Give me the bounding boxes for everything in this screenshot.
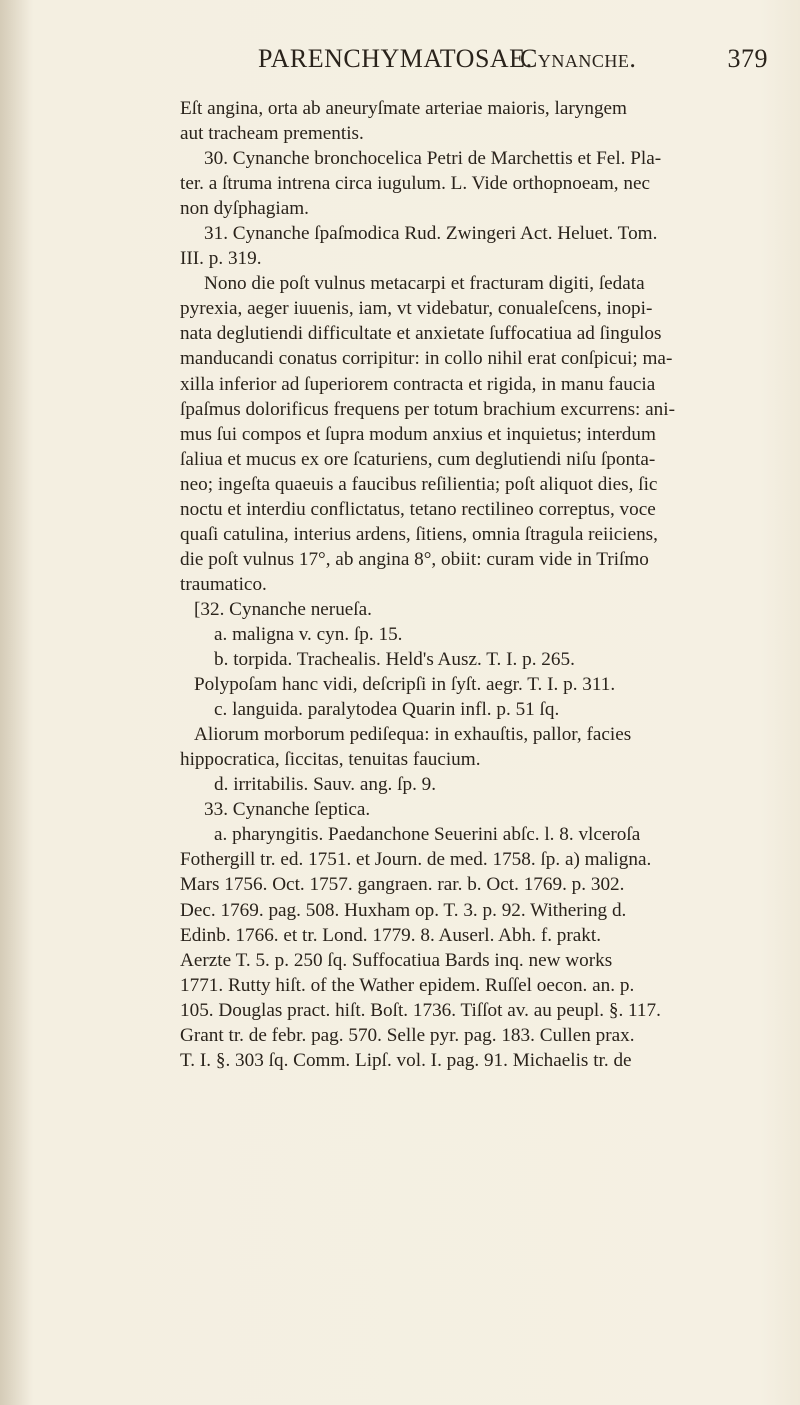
text-line: Grant tr. de febr. pag. 570. Selle pyr. pag. 183. Cullen prax. [180, 1024, 635, 1046]
text-line: 105. Douglas pract. hiſt. Boſt. 1736. Tiſſot av. au peupl. §. 117. [180, 999, 661, 1021]
text-line: xilla inferior ad ſuperiorem contracta et rigida, in manu faucia [180, 373, 656, 395]
text-line: Dec. 1769. pag. 508. Huxham op. T. 3. p. 92. Withering d. [180, 899, 627, 921]
page-header [258, 44, 768, 80]
text-line: [32. Cynanche nerueſa. [194, 598, 372, 620]
text-line: T. I. §. 303 ſq. Comm. Lipſ. vol. I. pag. 91. Michaelis tr. de [180, 1049, 632, 1071]
text-line: III. p. 319. [180, 248, 262, 270]
text-line: d. irritabilis. Sauv. ang. ſp. 9. [214, 774, 437, 796]
running-title: PARENCHYMATOSAE. [258, 44, 533, 73]
text-line: Mars 1756. Oct. 1757. gangraen. rar. b. Oct. 1769. p. 302. [180, 874, 625, 896]
text-line: a. pharyngitis. Paedanchone Seuerini abſc. l. 8. vlceroſa [214, 824, 641, 846]
body-text [180, 96, 772, 1073]
text-line: quaſi catulina, interius ardens, ſitiens, omnia ſtragula reiiciens, [180, 523, 658, 545]
text-line: mus ſui compos et ſupra modum anxius et inquietus; interdum [180, 423, 656, 445]
text-line: hippocratica, ſiccitas, tenuitas faucium. [180, 749, 481, 771]
text-line: Edinb. 1766. et tr. Lond. 1779. 8. Auserl. Abh. f. prakt. [180, 924, 602, 946]
page-gutter-shadow [0, 0, 34, 1405]
section-title: Cynanche. [520, 44, 637, 73]
text-line: 1771. Rutty hiſt. of the Wather epidem. Ruſſel oecon. an. p. [180, 974, 635, 996]
text-line: aut tracheam prementis. [180, 123, 364, 145]
text-line: 31. Cynanche ſpaſmodica Rud. Zwingeri Act. Heluet. Tom. [204, 223, 658, 245]
text-line: c. languida. paralytodea Quarin infl. p. 51 ſq. [214, 699, 560, 721]
text-line: ſpaſmus dolorificus frequens per totum brachium excurrens: ani- [180, 398, 675, 420]
text-line: Fothergill tr. ed. 1751. et Journ. de med. 1758. ſp. a) maligna. [180, 849, 652, 871]
text-line: pyrexia, aeger iuuenis, iam, vt videbatur, conualeſcens, inopi- [180, 298, 653, 320]
text-line: non dyſphagiam. [180, 198, 309, 220]
text-line: die poſt vulnus 17°, ab angina 8°, obiit: curam vide in Triſmo [180, 548, 649, 570]
page-number: 379 [727, 44, 768, 73]
text-line: noctu et interdiu conflictatus, tetano rectilineo correptus, voce [180, 498, 656, 520]
text-line: manducandi conatus corripitur: in collo nihil erat conſpicui; ma- [180, 348, 673, 370]
text-line: ter. a ſtruma intrena circa iugulum. L. Vide orthopnoeam, nec [180, 173, 651, 195]
text-line: nata deglutiendi difficultate et anxietate ſuffocatiua ad ſingulos [180, 323, 662, 345]
text-line: 30. Cynanche bronchocelica Petri de Marchettis et Fel. Pla- [204, 148, 662, 170]
text-line: b. torpida. Trachealis. Held's Ausz. T. I. p. 265. [214, 649, 575, 671]
text-line: a. maligna v. cyn. ſp. 15. [214, 623, 403, 645]
text-line: ſaliua et mucus ex ore ſcaturiens, cum deglutiendi niſu ſponta- [180, 448, 656, 470]
text-line: Eſt angina, orta ab aneuryſmate arteriae maioris, laryngem [180, 98, 627, 119]
text-line: Polypoſam hanc vidi, deſcripſi in ſyſt. aegr. T. I. p. 311. [194, 674, 616, 696]
text-line: neo; ingeſta quaeuis a faucibus reſilientia; poſt aliquot dies, ſic [180, 473, 658, 495]
text-line: Nono die poſt vulnus metacarpi et fracturam digiti, ſedata [204, 273, 645, 295]
text-line: Aliorum morborum pediſequa: in exhauſtis, pallor, facies [194, 724, 632, 746]
text-line: 33. Cynanche ſeptica. [204, 799, 371, 821]
text-line: traumatico. [180, 573, 267, 595]
text-line: Aerzte T. 5. p. 250 ſq. Suffocatiua Bards inq. new works [180, 949, 613, 971]
